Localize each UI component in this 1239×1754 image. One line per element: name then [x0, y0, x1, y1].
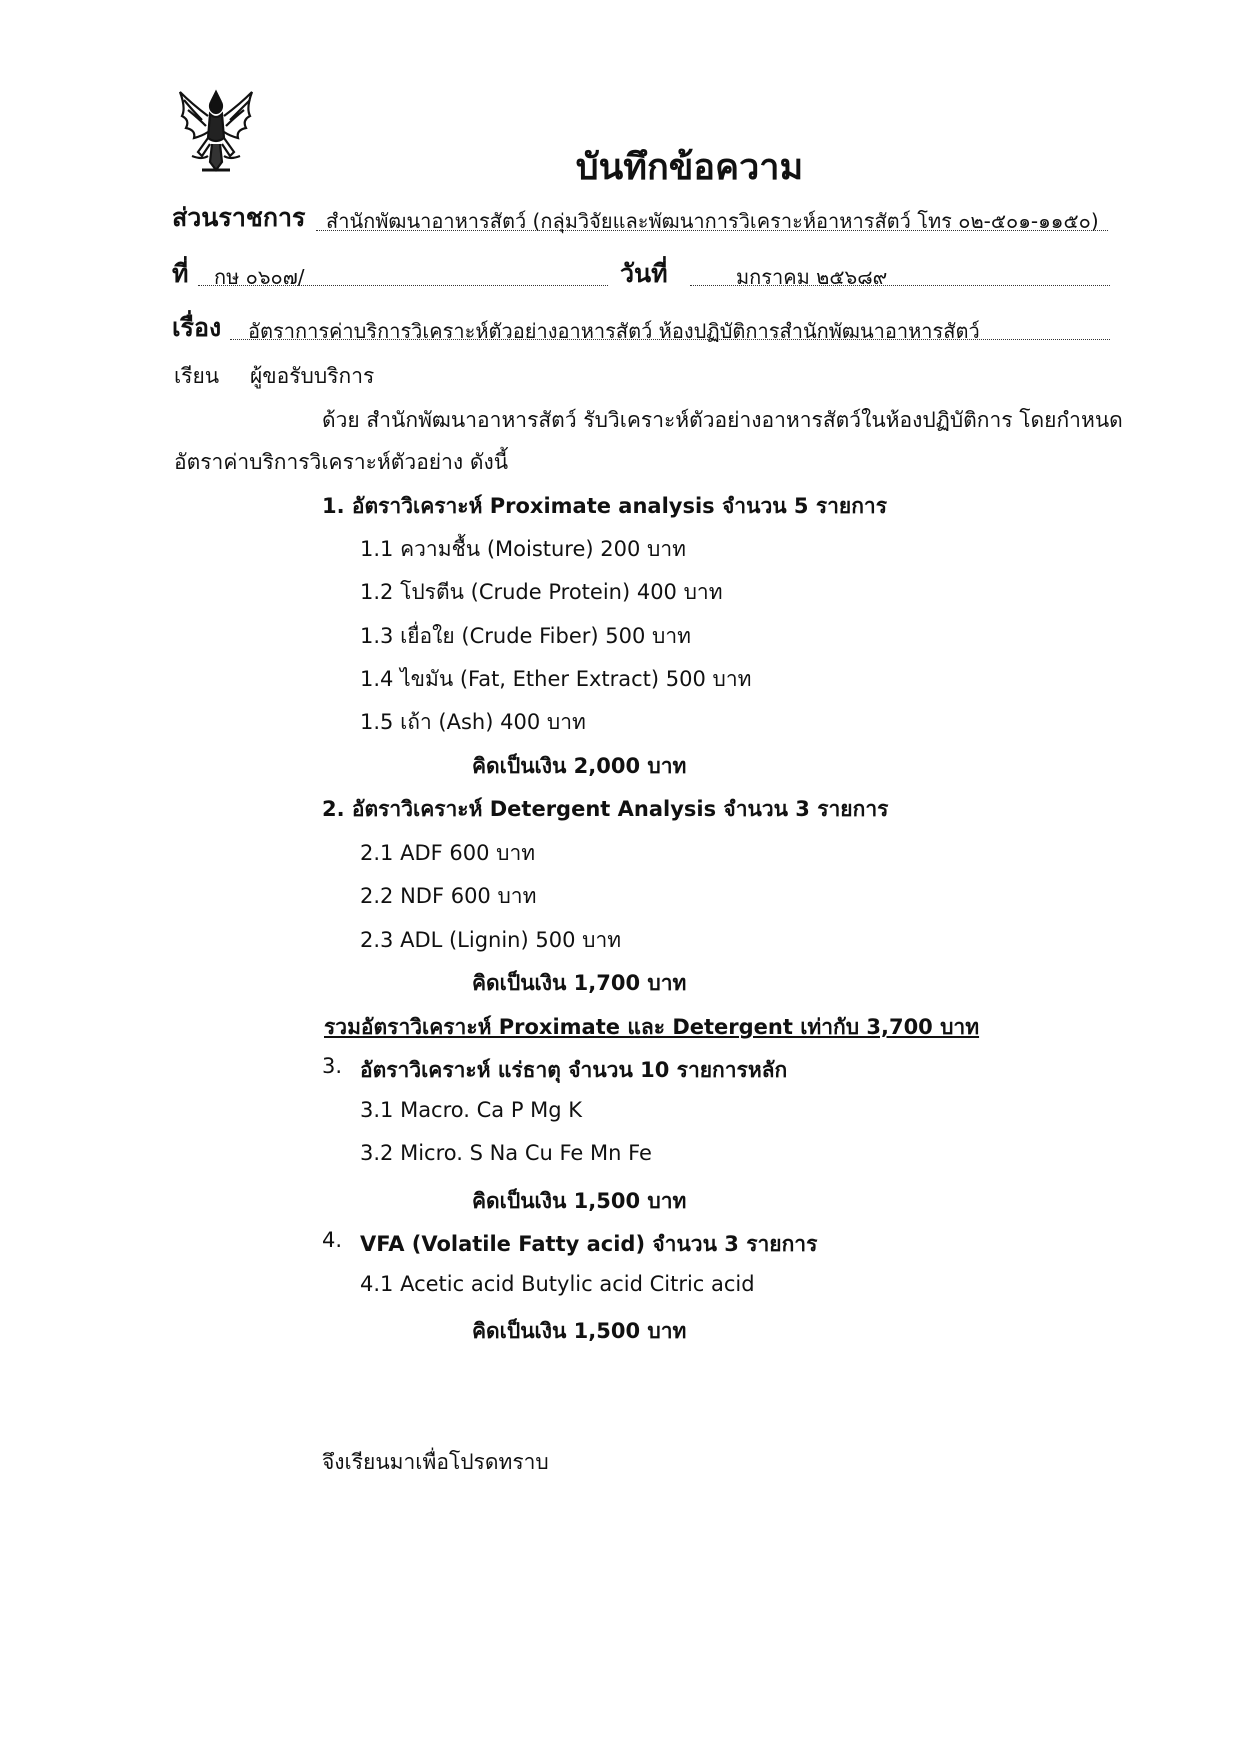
section-3-item: 3.2 Micro. S Na Cu Fe Mn Fe — [360, 1141, 652, 1165]
section-1-item: 1.1 ความชื้น (Moisture) 200 บาท — [360, 537, 686, 561]
subject-label: เรื่อง — [172, 313, 222, 342]
combined-total: รวมอัตราวิเคราะห์ Proximate และ Detergent เท่ากับ 3,700 บาท — [324, 1015, 980, 1039]
agency-label: ส่วนราชการ — [172, 203, 306, 232]
ref-value: กษ ๐๖๐๗/ — [214, 265, 305, 289]
section-1-item: 1.4 ไขมัน (Fat, Ether Extract) 500 บาท — [360, 667, 752, 691]
date-value: มกราคม ๒๕๖๘๙ — [736, 265, 888, 289]
section-1-total: คิดเป็นเงิน 2,000 บาท — [472, 754, 687, 778]
section-4-number: 4. — [322, 1228, 343, 1252]
section-3-total: คิดเป็นเงิน 1,500 บาท — [472, 1189, 687, 1213]
section-2-item: 2.3 ADL (Lignin) 500 บาท — [360, 928, 622, 952]
section-4-heading: VFA (Volatile Fatty acid) จำนวน 3 รายการ — [360, 1232, 818, 1256]
section-1-item: 1.2 โปรตีน (Crude Protein) 400 บาท — [360, 580, 723, 604]
section-3-heading: อัตราวิเคราะห์ แร่ธาตุ จำนวน 10 รายการหลัก — [360, 1058, 788, 1082]
section-1-heading: 1. อัตราวิเคราะห์ Proximate analysis จำนวน 5 รายการ — [322, 494, 887, 518]
subject-value: อัตราการค่าบริการวิเคราะห์ตัวอย่างอาหารสัตว์ ห้องปฏิบัติการสำนักพัฒนาอาหารสัตว์ — [248, 319, 980, 343]
section-2-heading: 2. อัตราวิเคราะห์ Detergent Analysis จำนวน 3 รายการ — [322, 797, 889, 821]
date-label: วันที่ — [620, 259, 668, 288]
section-4-item: 4.1 Acetic acid Butylic acid Citric acid — [360, 1272, 755, 1296]
closing-line: จึงเรียนมาเพื่อโปรดทราบ — [322, 1450, 549, 1474]
section-2-item: 2.2 NDF 600 บาท — [360, 884, 537, 908]
section-2-item: 2.1 ADF 600 บาท — [360, 841, 536, 865]
section-4-total: คิดเป็นเงิน 1,500 บาท — [472, 1319, 687, 1343]
agency-value: สำนักพัฒนาอาหารสัตว์ (กลุ่มวิจัยและพัฒนาการวิเคราะห์อาหารสัตว์ โทร ๐๒-๕๐๑-๑๑๕๐) — [326, 209, 1099, 233]
section-1-item: 1.5 เถ้า (Ash) 400 บาท — [360, 710, 586, 734]
to-value: ผู้ขอรับบริการ — [250, 364, 375, 388]
section-3-number: 3. — [322, 1054, 343, 1078]
ref-label: ที่ — [172, 259, 189, 288]
section-3-item: 3.1 Macro. Ca P Mg K — [360, 1098, 583, 1122]
intro-line-1: ด้วย สำนักพัฒนาอาหารสัตว์ รับวิเคราะห์ตัวอย่างอาหารสัตว์ในห้องปฏิบัติการ โดยกำหนด — [322, 408, 1123, 432]
intro-line-2: อัตราค่าบริการวิเคราะห์ตัวอย่าง ดังนี้ — [174, 450, 509, 474]
section-2-total: คิดเป็นเงิน 1,700 บาท — [472, 971, 687, 995]
section-1-item: 1.3 เยื่อใย (Crude Fiber) 500 บาท — [360, 624, 691, 648]
to-label: เรียน — [174, 364, 220, 388]
memo-title: บันทึกข้อความ — [575, 147, 804, 188]
